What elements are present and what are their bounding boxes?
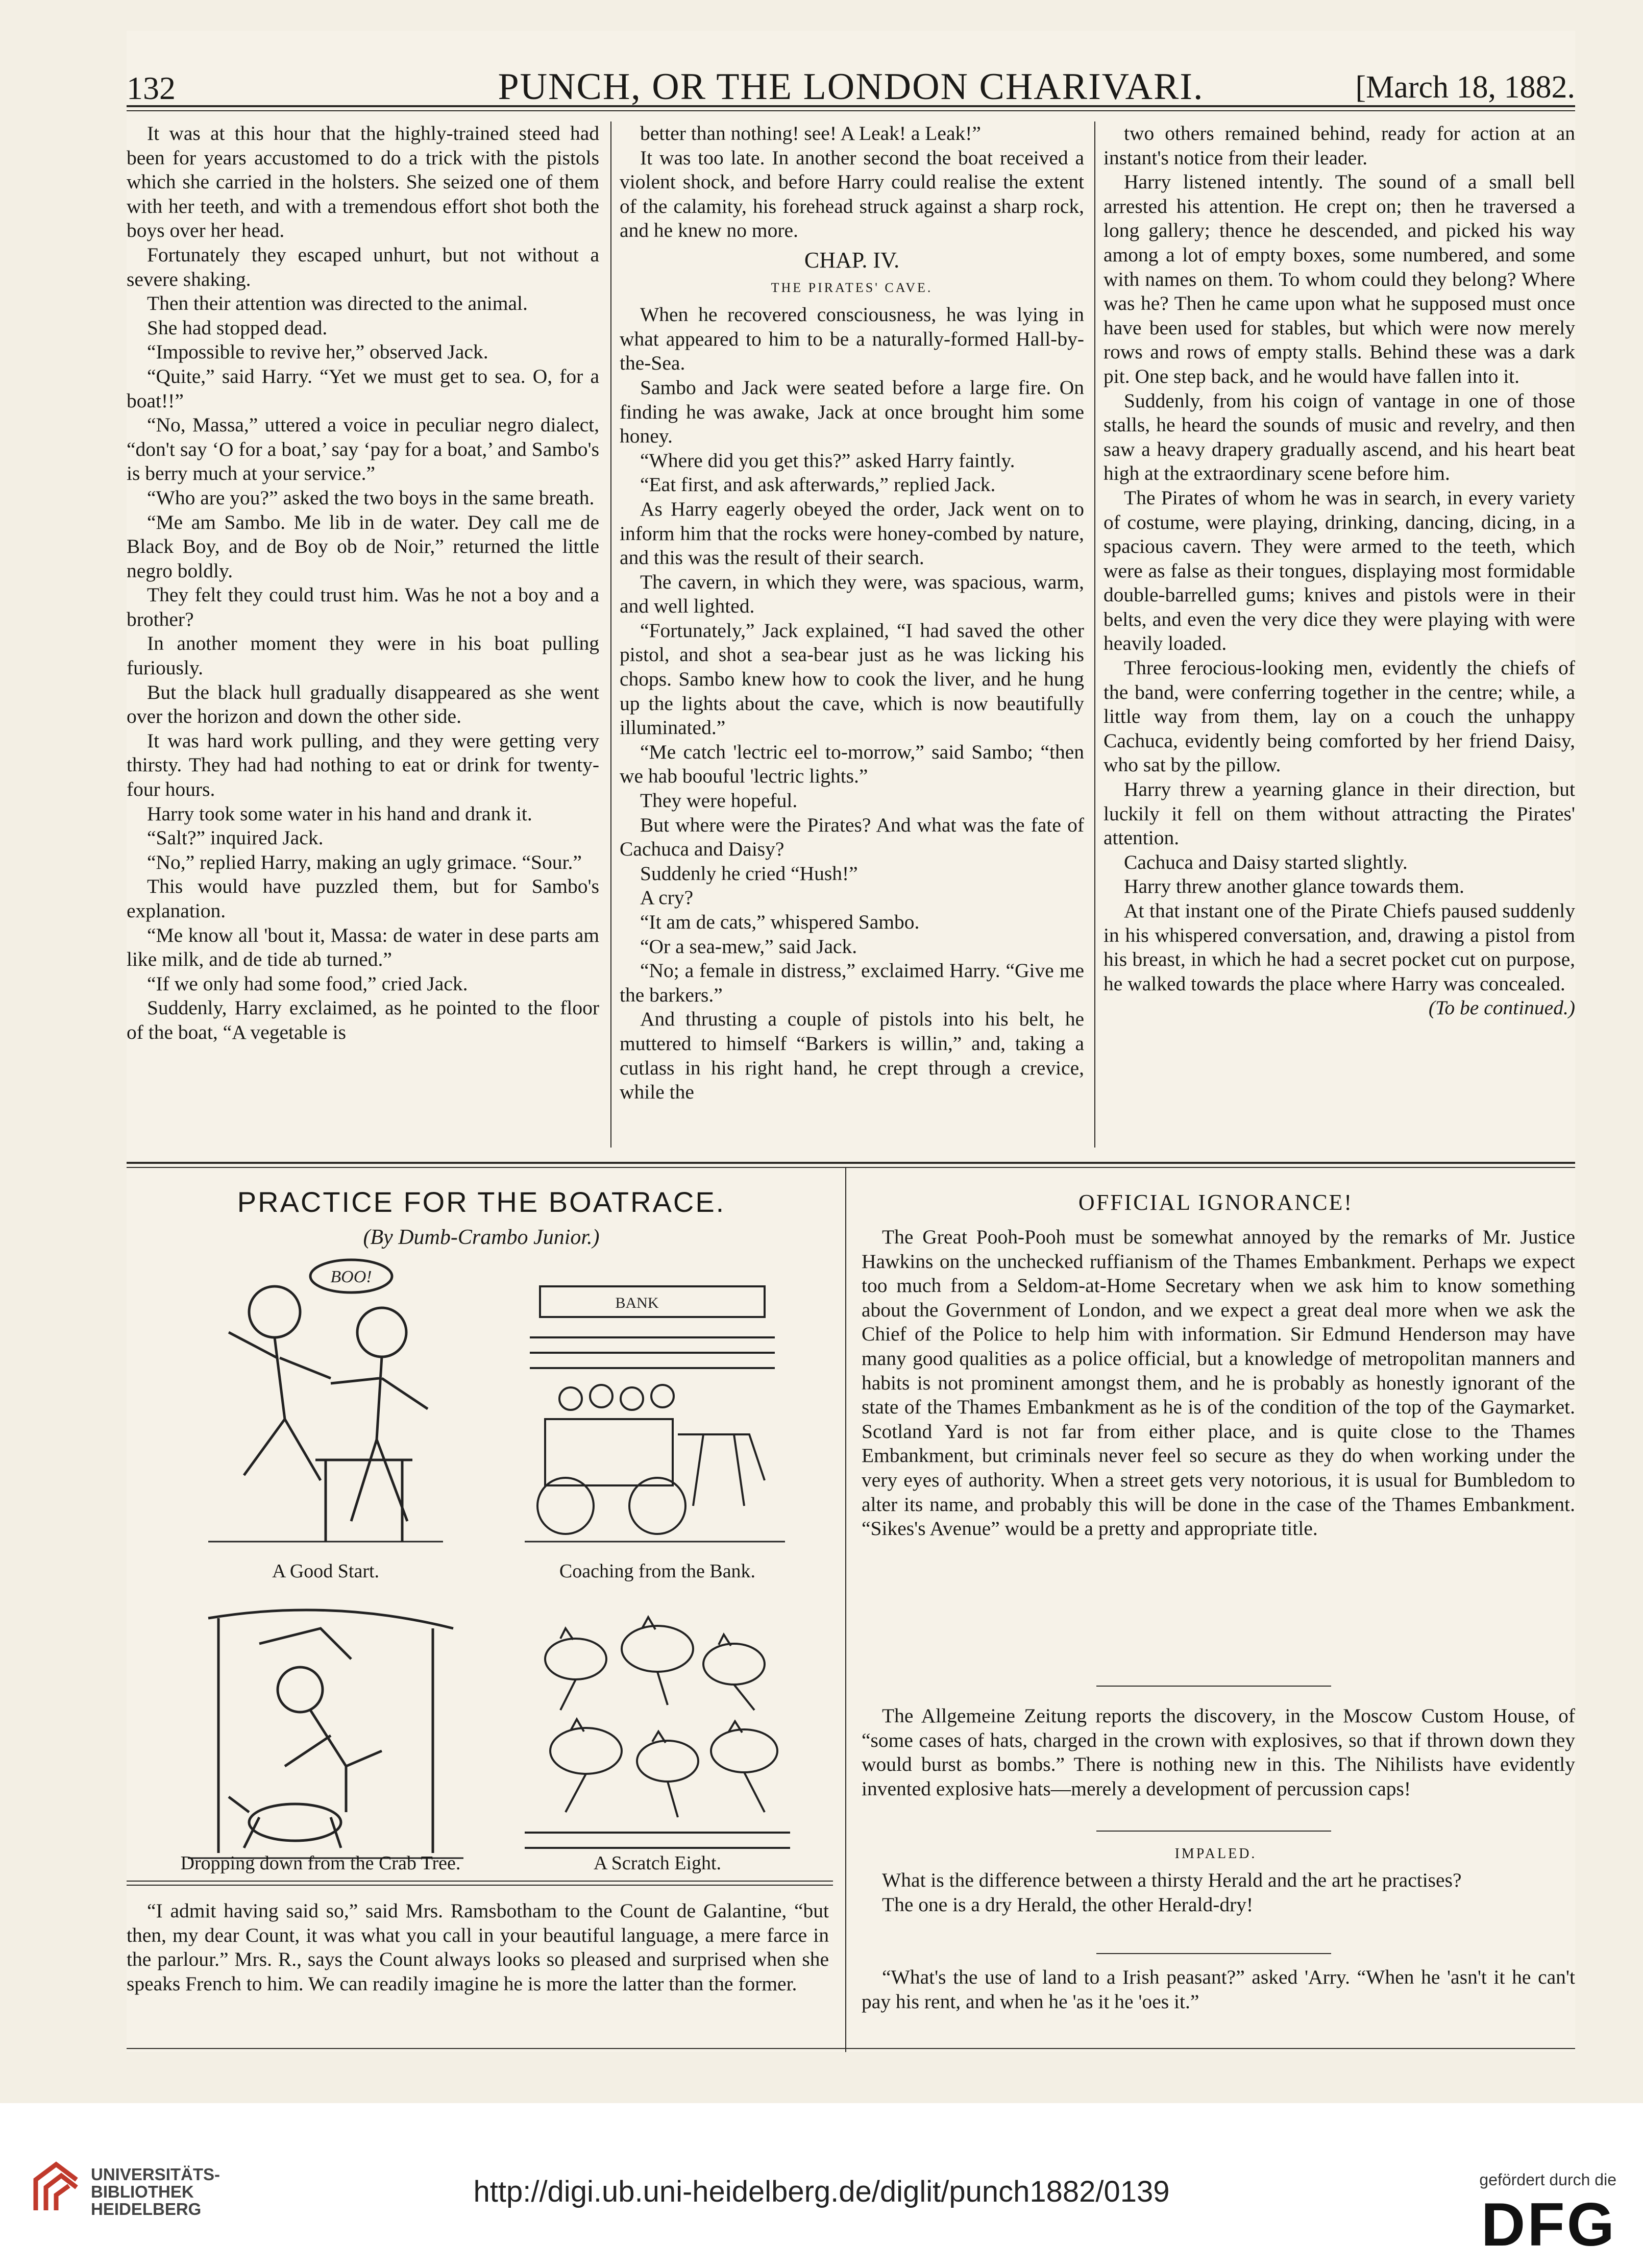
serial-paragraph: She had stopped dead.	[147, 316, 328, 339]
page-title: PUNCH, OR THE LONDON CHARIVARI.	[498, 66, 1204, 108]
serial-paragraph: Suddenly he cried “Hush!”	[640, 862, 858, 885]
issue-date: [March 18, 1882.	[1355, 70, 1575, 105]
serial-paragraph: “No; a female in distress,” exclaimed Harry. “Give me the barkers.”	[620, 959, 1084, 1006]
serial-paragraph: They were hopeful.	[640, 789, 798, 812]
short-rule	[1096, 1831, 1331, 1832]
allgemeine-article	[862, 1704, 1575, 1832]
arry-article	[862, 1965, 1575, 2021]
serial-paragraph: “If we only had some food,” cried Jack.	[147, 972, 468, 995]
serial-column-1	[127, 121, 599, 1158]
short-rule	[1096, 1686, 1331, 1687]
coaching-bank-illustration	[509, 1266, 795, 1552]
header-rule	[127, 105, 1575, 107]
serial-paragraph: “Impossible to revive her,” observed Jack.	[147, 340, 488, 363]
serial-paragraph: The cavern, in which they were, was spacious, warm, and well lighted.	[620, 570, 1084, 618]
library-name: UNIVERSITÄTS- BIBLIOTHEK HEIDELBERG	[91, 2165, 220, 2218]
caption-good-start: A Good Start.	[272, 1560, 380, 1582]
serial-paragraph: But the black hull gradually disappeared as she went over the horizon and down the other side.	[127, 680, 599, 728]
crab-tree-illustration	[178, 1598, 474, 1868]
serial-paragraph: Fortunately they escaped unhurt, but not without a severe shaking.	[127, 243, 599, 290]
boatrace-rule-2	[127, 1885, 833, 1886]
official-ignorance-text: The Great Pooh-Pooh must be somewhat annoyed by the remarks of Mr. Justice Hawkins on the unchecked ruffianism of the Thames Embankment. Perhaps we expect too much from a Seldom-at-Home Secretary when we ask him to know something about the Government of London, and we expect a great deal more when we ask the Chief of the Police to help him with information. Sir Edmund Henderson may have many good qualities as a police official, but a knowledge of metropolitan manners and habits is not prominent amongst them, and he is probably as honestly ignorant of the state of the Thames Embankment as he is of the condition of the top of the Gaymarket. Scotland Yard is not far from either place, and is quite close to the Thames Embankment, but criminals never feel so secure as they do when working under the very eyes of authority. When a street gets very notorious, it is usual for Bumbledom to alter its name, and probably this will be done in the case of the Thames Embankment. “Sikes's Avenue” would be a pretty and appropriate title.	[862, 1226, 1575, 1540]
serial-paragraph: Harry threw another glance towards them.	[1124, 875, 1464, 898]
funding-note: gefördert durch die	[1479, 2171, 1616, 2189]
serial-paragraph: It was too late. In another second the boat received a violent shock, and before Harry could realise the extent of the calamity, his forehead struck against a sharp rock, and he knew no more.	[620, 146, 1084, 242]
impaled-article	[862, 1868, 1575, 1950]
serial-paragraph: better than nothing! see! A Leak! a Leak!”	[640, 122, 981, 144]
serial-paragraph: Cachuca and Daisy started slightly.	[1124, 850, 1408, 873]
arry-text: “What's the use of land to a Irish peasant?” asked 'Arry. “When he 'asn't it he can't pay his rent, and when he 'as it he 'oes it.”	[862, 1966, 1575, 2013]
serial-paragraph: two others remained behind, ready for action at an instant's notice from their leader.	[1103, 122, 1575, 169]
serial-paragraph: Suddenly, from his coign of vantage in one of those stalls, he heard the sounds of music and revelry, and then saw a heavy drapery gradually ascend, and his heart beat high at the extraordinary scene before him.	[1103, 389, 1575, 485]
column-divider	[1094, 121, 1095, 1148]
serial-paragraph: At that instant one of the Pirate Chiefs paused suddenly in his whispered conversation, and, drawing a pistol from his breast, in which he had a secret pocket cut on purpose, he walked towards the place where Harry was concealed.	[1103, 899, 1575, 995]
serial-paragraph: “It am de cats,” whispered Sambo.	[640, 911, 920, 933]
serial-col3-paragraphs	[1103, 121, 1575, 996]
serial-paragraph: “Me am Sambo. Me lib in de water. Dey call me de Black Boy, and de Boy ob de Noir,” returned the little negro boldly.	[127, 510, 599, 582]
chapter-subtitle: THE PIRATES' CAVE.	[771, 280, 933, 295]
serial-paragraph: They felt they could trust him. Was he not a boy and a brother?	[127, 583, 599, 630]
dfg-logo: DFG	[1481, 2190, 1616, 2259]
bottom-rule	[127, 2048, 1575, 2049]
serial-paragraph: In another moment they were in his boat pulling furiously.	[127, 632, 599, 679]
ramsbotham-paragraph	[127, 1899, 829, 2047]
serial-paragraph: But where were the Pirates? And what was the fate of Cachuca and Daisy?	[620, 813, 1084, 861]
serial-col2-paragraphs-a	[620, 121, 1084, 243]
section-rule	[127, 1162, 1575, 1164]
serial-paragraph: It was at this hour that the highly-trained steed had been for years accustomed to do a trick with the pistols which she carried in the holsters. She seized one of them with her teeth, and with a tremendous effort shot both the boys over her head.	[127, 122, 599, 242]
column-divider	[610, 121, 611, 1148]
serial-paragraph: Harry took some water in his hand and drank it.	[147, 802, 532, 825]
serial-col2-paragraphs-b	[620, 303, 1084, 1105]
serial-paragraph: “No, Massa,” uttered a voice in peculiar negro dialect, “don't say ‘O for a boat,’ say ‘pay for a boat,’ and Sambo's is berry much at your service.”	[127, 413, 599, 485]
serial-paragraph: Harry listened intently. The sound of a small bell arrested his attention. He crept on; then he traversed a long gallery; thence he descended, and picked his way among a lot of empty boxes, some numbered, and some with names on them. To whom could they belong? Where was he? Then he came upon what he supposed must once have been used for stables, but which were now merely rows and rows of empty stalls. Behind these was a dark pit. One step back, and he would have fallen into it.	[1103, 170, 1575, 387]
bank-sign-text: BANK	[615, 1295, 659, 1311]
serial-paragraph: “Where did you get this?” asked Harry faintly.	[640, 449, 1015, 472]
impaled-question: What is the difference between a thirsty Herald and the art he practises?	[882, 1869, 1462, 1891]
serial-paragraph: Then their attention was directed to the animal.	[147, 292, 528, 315]
chapter-heading: CHAP. IV.	[804, 247, 900, 273]
serial-paragraph: As Harry eagerly obeyed the order, Jack went on to inform him that the rocks were honey-combed by nature, and this was the result of their search.	[620, 497, 1084, 569]
caption-coaching: Coaching from the Bank.	[559, 1560, 756, 1582]
boatrace-rule	[127, 1881, 833, 1882]
serial-paragraph: When he recovered consciousness, he was lying in what appeared to him to be a naturally-formed Hall-by-the-Sea.	[620, 303, 1084, 375]
section-rule-thin	[127, 1167, 1575, 1168]
boatrace-byline: (By Dumb-Crambo Junior.)	[363, 1226, 600, 1249]
serial-column-2	[620, 121, 1084, 1158]
serial-paragraph: The Pirates of whom he was in search, in every variety of costume, were playing, drinking, dancing, dicing, in a spacious cavern. They were armed to the teeth, which were as false as their tongues, displaying most formidable double-barrelled gums; knives and pistols were in their belts, and even the very dice they were playing with were heavily loaded.	[1103, 486, 1575, 655]
serial-paragraph: “Me know all 'bout it, Massa: de water in dese parts am like milk, and de tide ab turned.”	[127, 923, 599, 971]
caption-scratch-eight: A Scratch Eight.	[593, 1852, 722, 1874]
serial-paragraph: Harry threw a yearning glance in their direction, but luckily it fell on them without attracting the Pirates' attention.	[1103, 778, 1575, 849]
ramsbotham-text: “I admit having said so,” said Mrs. Ramsbotham to the Count de Galantine, “but then, my dear Count, it was what you call in your beautiful language, a mere farce in the parlour.” Mrs. R., says the Count always looks so pleased and surprised when she speaks French to him. We can readily imagine he is more the latter than the former.	[127, 1899, 829, 1995]
serial-paragraph: It was hard work pulling, and they were getting very thirsty. They had had nothing to eat or drink for twenty-four hours.	[127, 729, 599, 801]
lower-column-divider	[845, 1167, 846, 2052]
newspaper-page	[127, 31, 1575, 2052]
serial-paragraph: “Eat first, and ask afterwards,” replied Jack.	[640, 473, 996, 496]
serial-paragraph: “Quite,” said Harry. “Yet we must get to sea. O, for a boat!!”	[127, 364, 599, 412]
short-rule	[1096, 1953, 1331, 1954]
header-rule-thin	[127, 110, 1575, 111]
official-ignorance-title: OFFICIAL IGNORANCE!	[1078, 1190, 1354, 1215]
serial-paragraph: And thrusting a couple of pistols into his belt, he muttered to himself “Barkers is willin,” and, taking a cutlass in his right hand, he crept through a crevice, while the	[620, 1008, 1084, 1104]
continued-note: (To be continued.)	[1428, 996, 1575, 1019]
serial-paragraph: “Me catch 'lectric eel to-morrow,” said Sambo; “then we hab boouful 'lectric lights.”	[620, 740, 1084, 788]
speech-bubble-text: BOO!	[330, 1267, 372, 1286]
boatrace-title: PRACTICE FOR THE BOATRACE.	[237, 1186, 726, 1218]
serial-paragraph: “Or a sea-mew,” said Jack.	[640, 935, 857, 958]
official-ignorance-article	[862, 1225, 1575, 1674]
serial-paragraph: “Salt?” inquired Jack.	[147, 826, 324, 849]
serial-paragraph: Sambo and Jack were seated before a large fire. On finding he was awake, Jack at once brought him some honey.	[620, 376, 1084, 448]
caption-crab-tree: Dropping down from the Crab Tree.	[180, 1852, 461, 1874]
impaled-title: IMPALED.	[1174, 1846, 1257, 1862]
serial-paragraph: A cry?	[640, 886, 694, 909]
impaled-answer: The one is a dry Herald, the other Herald-dry!	[882, 1893, 1254, 1916]
page-number: 132	[127, 70, 176, 106]
serial-column-3	[1103, 121, 1575, 1158]
serial-paragraph: “Who are you?” asked the two boys in the same breath.	[147, 486, 595, 509]
serial-paragraph: “Fortunately,” Jack explained, “I had saved the other pistol, and shot a sea-bear just as he was licking his chops. Sambo knew how to cook the liver, and he hung up the lights about the cave, which is now beautifully illuminated.”	[620, 619, 1084, 739]
serial-paragraph: “No,” replied Harry, making an ugly grimace. “Sour.”	[147, 850, 582, 873]
allgemeine-text: The Allgemeine Zeitung reports the discovery, in the Moscow Custom House, of “some cases of hats, charged in the crown with explosives, so that if thrown down they would burst as bombs.” There is nothing new in this. The Nihilists have evidently invented explosive hats—merely a development of percussion caps!	[862, 1704, 1575, 1800]
serial-paragraph: Three ferocious-looking men, evidently the chiefs of the band, were conferring together in the centre; while, a little way from them, lay on a couch the unhappy Cachuca, evidently being comforted by her friend Daisy, who sat by the pillow.	[1103, 656, 1575, 776]
scratch-eight-illustration	[514, 1598, 800, 1863]
serial-paragraph: Suddenly, Harry exclaimed, as he pointed to the floor of the boat, “A vegetable is	[127, 996, 599, 1043]
good-start-illustration	[198, 1256, 453, 1557]
serial-col1-paragraphs	[127, 121, 599, 1045]
viewer-footer	[0, 2103, 1643, 2268]
serial-paragraph: This would have puzzled them, but for Sambo's explanation.	[127, 875, 599, 922]
permalink-url[interactable]: http://digi.ub.uni-heidelberg.de/diglit/punch1882/0139	[473, 2175, 1170, 2208]
